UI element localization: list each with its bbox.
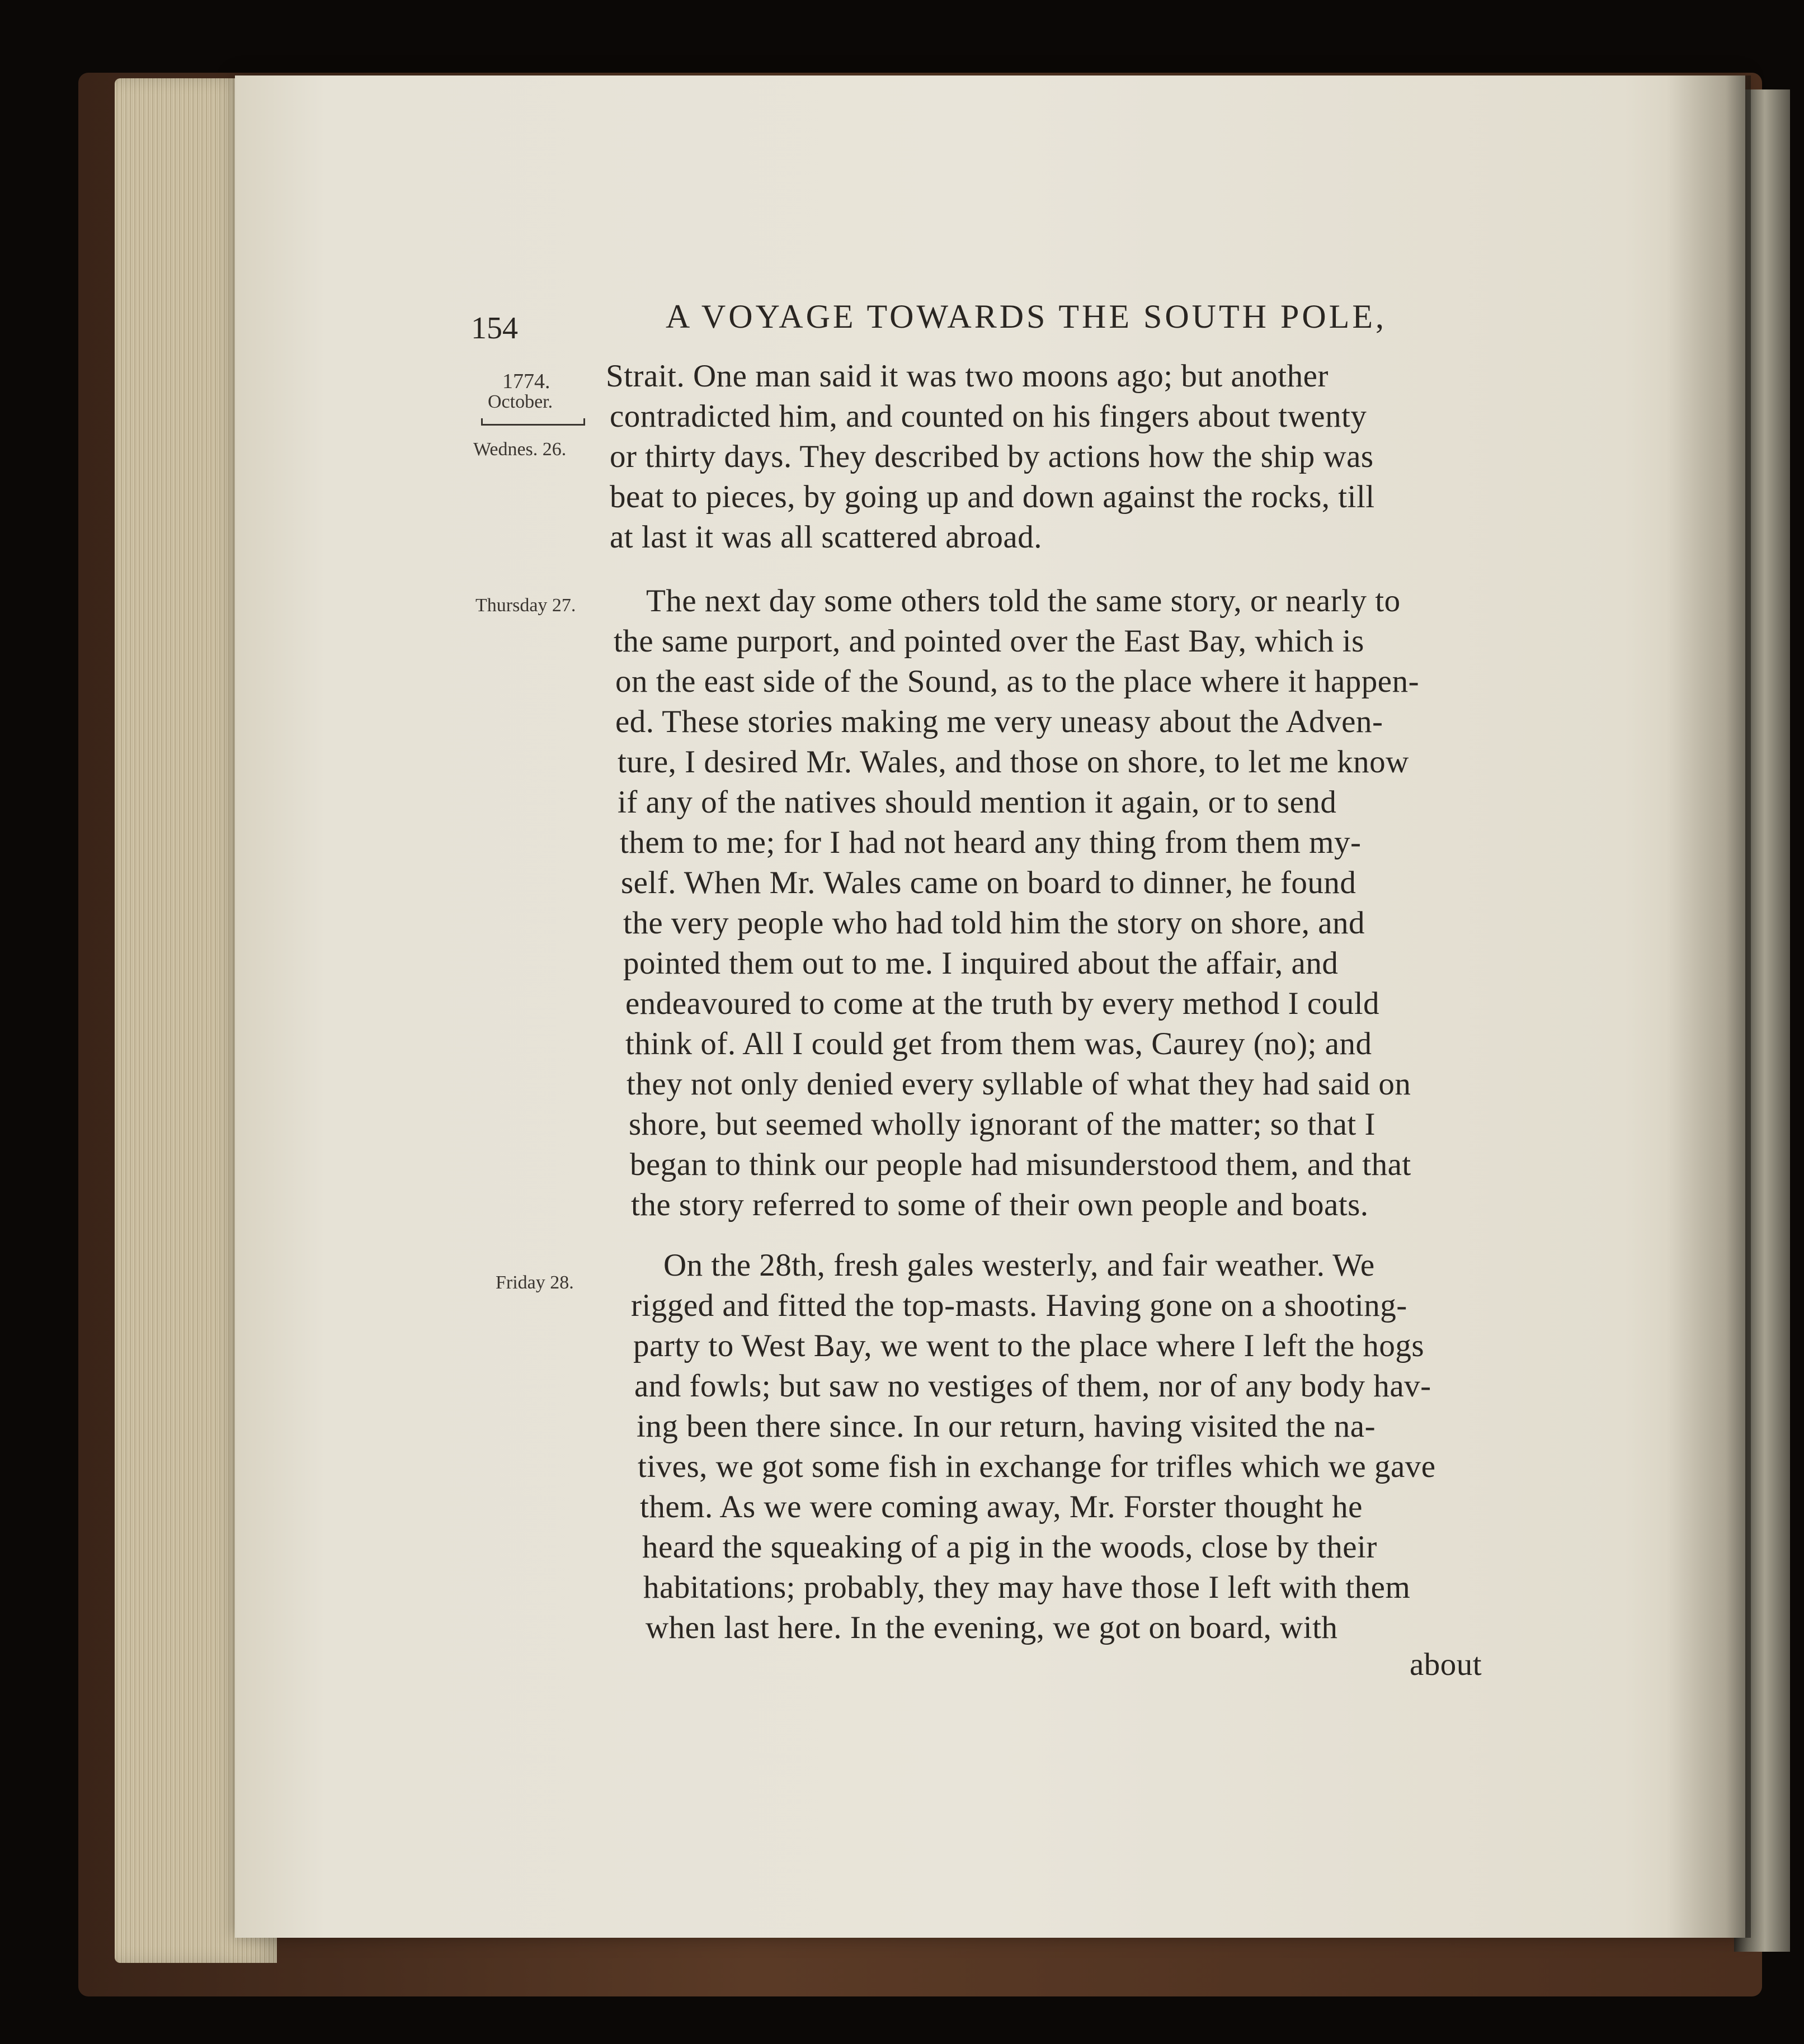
text-line: ture, I desired Mr. Wales, and those on shore, to let me know: [618, 744, 1409, 780]
margin-year: 1774.: [502, 370, 550, 393]
text-line: think of. All I could get from them was, Caurey (no); and: [625, 1026, 1372, 1061]
text-line: beat to pieces, by going up and down against the rocks, till: [610, 479, 1375, 514]
text-line: on the east side of the Sound, as to the place where it happen-: [615, 664, 1420, 699]
margin-friday: Friday 28.: [496, 1272, 574, 1293]
text-line: party to West Bay, we went to the place where I left the hogs: [633, 1328, 1425, 1363]
margin-wednesday: Wednes. 26.: [473, 439, 567, 460]
page-number: 154: [471, 311, 518, 346]
text-line: ing been there since. In our return, having visited the na-: [637, 1409, 1376, 1444]
text-line: when last here. In the evening, we got on board, with: [646, 1610, 1338, 1645]
text-line: Strait. One man said it was two moons ago; but another: [606, 358, 1329, 394]
text-line: they not only denied every syllable of what they had said on: [627, 1066, 1411, 1102]
text-line: contradicted him, and counted on his fingers about twenty: [610, 399, 1367, 434]
text-line: the same purport, and pointed over the East Bay, which is: [614, 624, 1364, 659]
text-line: ed. These stories making me very uneasy about the Adven-: [615, 704, 1383, 739]
text-line: or thirty days. They described by actions how the ship was: [610, 439, 1374, 474]
gutter-shadow: [1667, 75, 1751, 1938]
text-line: habitations; probably, they may have those I left with them: [643, 1570, 1411, 1605]
text-line: if any of the natives should mention it again, or to send: [618, 785, 1337, 820]
text-line: On the 28th, fresh gales westerly, and fair weather. We: [663, 1248, 1375, 1283]
margin-month: October.: [488, 391, 553, 412]
text-line: tives, we got some fish in exchange for trifles which we gave: [638, 1449, 1436, 1484]
text-line: shore, but seemed wholly ignorant of the matter; so that I: [629, 1107, 1376, 1142]
text-line: the story referred to some of their own people and boats.: [631, 1187, 1369, 1222]
text-line: them to me; for I had not heard any thing from them my-: [620, 825, 1362, 860]
text-line: rigged and fitted the top-masts. Having gone on a shooting-: [631, 1288, 1407, 1323]
text-line: The next day some others told the same story, or nearly to: [646, 583, 1401, 619]
text-line: began to think our people had misunderstood them, and that: [630, 1147, 1411, 1182]
text-line: self. When Mr. Wales came on board to dinner, he found: [621, 865, 1356, 900]
text-line: heard the squeaking of a pig in the woods, close by their: [642, 1530, 1377, 1565]
text-line: endeavoured to come at the truth by every method I could: [625, 986, 1380, 1021]
text-line: and fowls; but saw no vestiges of them, nor of any body hav-: [634, 1368, 1431, 1404]
margin-brace: [481, 418, 585, 426]
margin-thursday: Thursday 27.: [475, 595, 576, 616]
text-line: pointed them out to me. I inquired about the affair, and: [623, 946, 1339, 981]
catchword: about: [1410, 1647, 1482, 1682]
text-line: the very people who had told him the story on shore, and: [623, 905, 1365, 941]
text-line: them. As we were coming away, Mr. Forster thought he: [640, 1489, 1363, 1524]
running-title: A VOYAGE TOWARDS THE SOUTH POLE,: [666, 298, 1387, 335]
text-line: at last it was all scattered abroad.: [610, 520, 1042, 555]
